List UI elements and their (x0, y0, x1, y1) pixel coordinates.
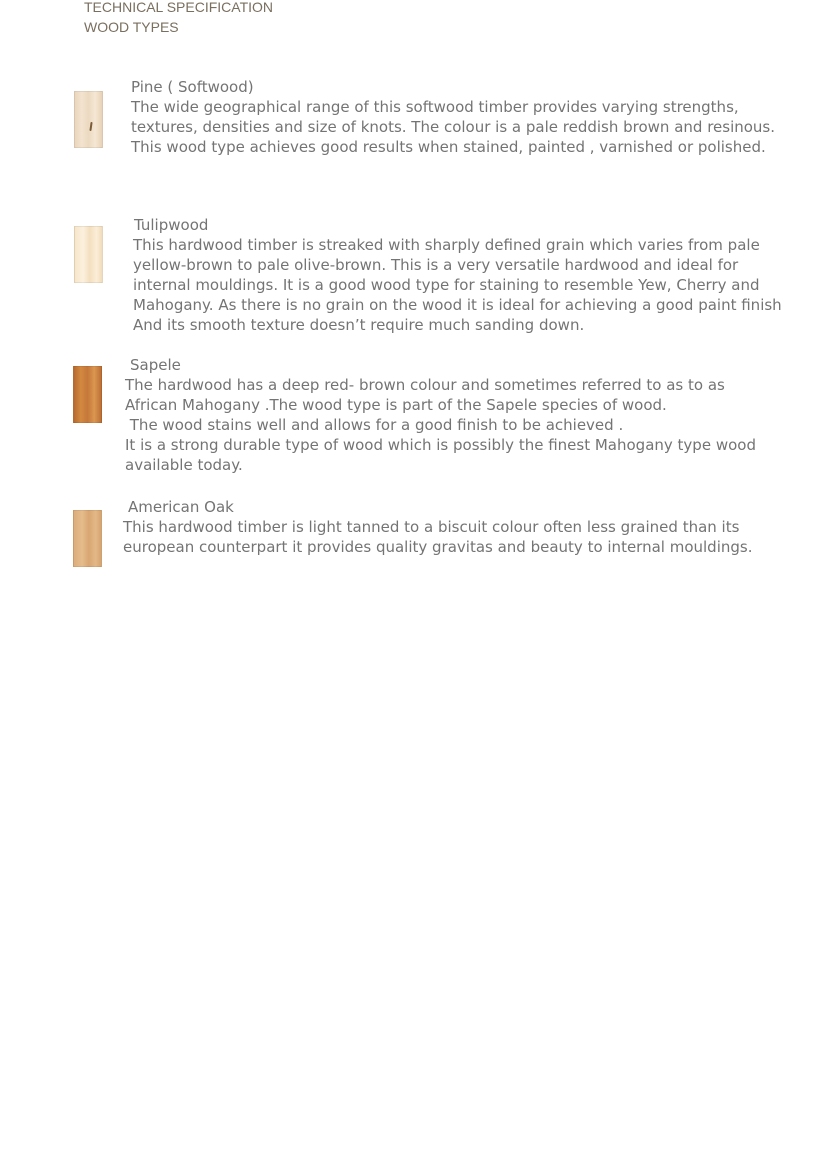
pine-description-line: textures, densities and size of knots. The colour is a pale reddish brown and resinous. (131, 118, 776, 136)
header-technical-specification: TECHNICAL SPECIFICATION (84, 0, 274, 15)
american-oak-title: American Oak (128, 498, 234, 516)
pine-description-line: The wide geographical range of this softwood timber provides varying strengths, (131, 98, 739, 116)
sapele-title: Sapele (130, 356, 181, 374)
tulipwood-description-line: This hardwood timber is streaked with sharply defined grain which varies from pale (133, 236, 760, 254)
pine-description (131, 97, 775, 157)
sapele-description-line: The hardwood has a deep red- brown colour and sometimes referred to as to as (125, 376, 725, 394)
pine-title: Pine ( Softwood) (131, 78, 254, 96)
tulipwood-swatch (74, 226, 103, 283)
american-oak-description (123, 517, 752, 557)
american-oak-swatch (73, 510, 102, 567)
tulipwood-description (133, 235, 782, 335)
tulipwood-title: Tulipwood (134, 216, 209, 234)
sapele-description-line: It is a strong durable type of wood which is possibly the finest Mahogany type wood (125, 436, 756, 454)
knot-mark (89, 122, 92, 131)
header-wood-types: WOOD TYPES (84, 19, 179, 35)
pine-description-line: This wood type achieves good results when stained, painted , varnished or polished. (131, 138, 766, 156)
sapele-description-line: The wood stains well and allows for a good finish to be achieved . (125, 416, 624, 434)
sapele-wood-swatch (73, 366, 102, 423)
document-header (84, 0, 273, 37)
sapele-description-line: available today. (125, 456, 243, 474)
sapele-description-line: African Mahogany .The wood type is part of the Sapele species of wood. (125, 396, 667, 414)
sapele-description (125, 375, 756, 475)
american-oak-description-line: This hardwood timber is light tanned to a biscuit colour often less grained than its (123, 518, 740, 536)
tulipwood-description-line: And its smooth texture doesn’t require much sanding down. (133, 316, 585, 334)
tulipwood-description-line: internal mouldings. It is a good wood type for staining to resemble Yew, Cherry and (133, 276, 760, 294)
tulipwood-description-line: yellow-brown to pale olive-brown. This is a very versatile hardwood and ideal for (133, 256, 739, 274)
american-oak-description-line: european counterpart it provides quality gravitas and beauty to internal mouldings. (123, 538, 753, 556)
tulipwood-description-line: Mahogany. As there is no grain on the wood it is ideal for achieving a good paint finish (133, 296, 782, 314)
pine-wood-swatch (74, 91, 103, 148)
